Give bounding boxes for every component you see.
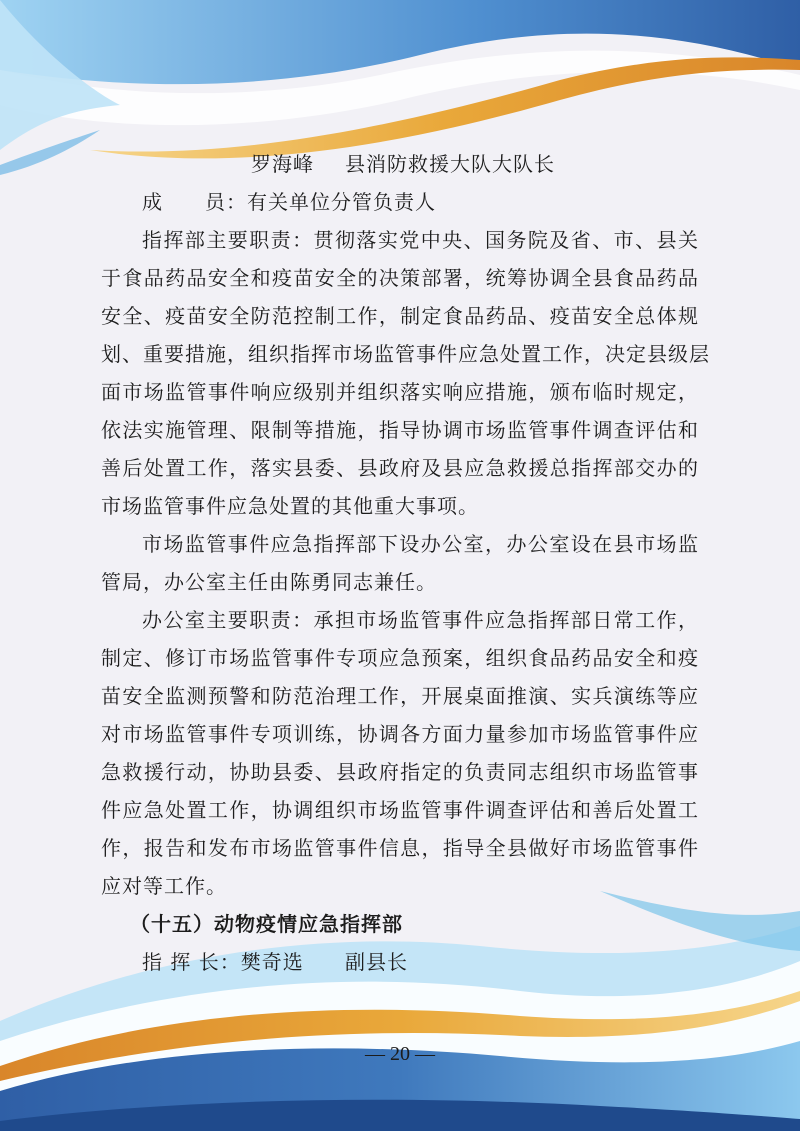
- office-duty-line: 苗安全监测预警和防范治理工作，开展桌面推演、实兵演练等应: [101, 684, 699, 708]
- member-line-name: 罗海峰: [251, 152, 314, 176]
- office-duty-line: 作，报告和发布市场监管事件信息，指导全县做好市场监管事件: [101, 836, 699, 860]
- duty-paragraph-line: 安全、疫苗安全防范控制工作，制定食品药品、疫苗安全总体规: [101, 304, 699, 328]
- section-heading: （十五）动物疫情应急指挥部: [130, 912, 403, 936]
- office-duty-line: 办公室主要职责：承担市场监管事件应急指挥部日常工作，: [142, 608, 699, 632]
- member-line-title: 县消防救援大队大队长: [345, 152, 555, 176]
- office-duty-line: 对市场监管事件专项训练，协调各方面力量参加市场监管事件应: [101, 722, 699, 746]
- duty-paragraph-line: 指挥部主要职责：贯彻落实党中央、国务院及省、市、县关: [142, 228, 699, 252]
- office-duty-line: 应对等工作。: [101, 874, 227, 898]
- office-paragraph-line: 管局，办公室主任由陈勇同志兼任。: [101, 570, 437, 594]
- office-paragraph-line: 市场监管事件应急指挥部下设办公室，办公室设在县市场监: [142, 532, 699, 556]
- duty-paragraph-line: 于食品药品安全和疫苗安全的决策部署，统筹协调全县食品药品: [101, 266, 699, 290]
- office-duty-line: 件应急处置工作，协调组织市场监管事件调查评估和善后处置工: [101, 798, 699, 822]
- duty-paragraph-line: 市场监管事件应急处置的其他重大事项。: [101, 494, 479, 518]
- office-duty-line: 制定、修订市场监管事件专项应急预案，组织食品药品安全和疫: [101, 646, 699, 670]
- commander-title: 副县长: [345, 950, 408, 974]
- page-number: — 20 —: [365, 1043, 435, 1065]
- duty-paragraph-line: 划、重要措施，组织指挥市场监管事件应急处置工作，决定县级层: [101, 342, 710, 366]
- duty-paragraph-line: 依法实施管理、限制等措施，指导协调市场监管事件调查评估和: [101, 418, 699, 442]
- office-duty-line: 急救援行动，协助县委、县政府指定的负责同志组织市场监管事: [101, 760, 699, 784]
- commander-line: 指 挥 长：樊奇选: [142, 950, 304, 974]
- duty-paragraph-line: 善后处置工作，落实县委、县政府及县应急救援总指挥部交办的: [101, 456, 699, 480]
- members-line: 成 员：有关单位分管负责人: [142, 190, 436, 214]
- duty-paragraph-line: 面市场监管事件响应级别并组织落实响应措施，颁布临时规定，: [101, 380, 699, 404]
